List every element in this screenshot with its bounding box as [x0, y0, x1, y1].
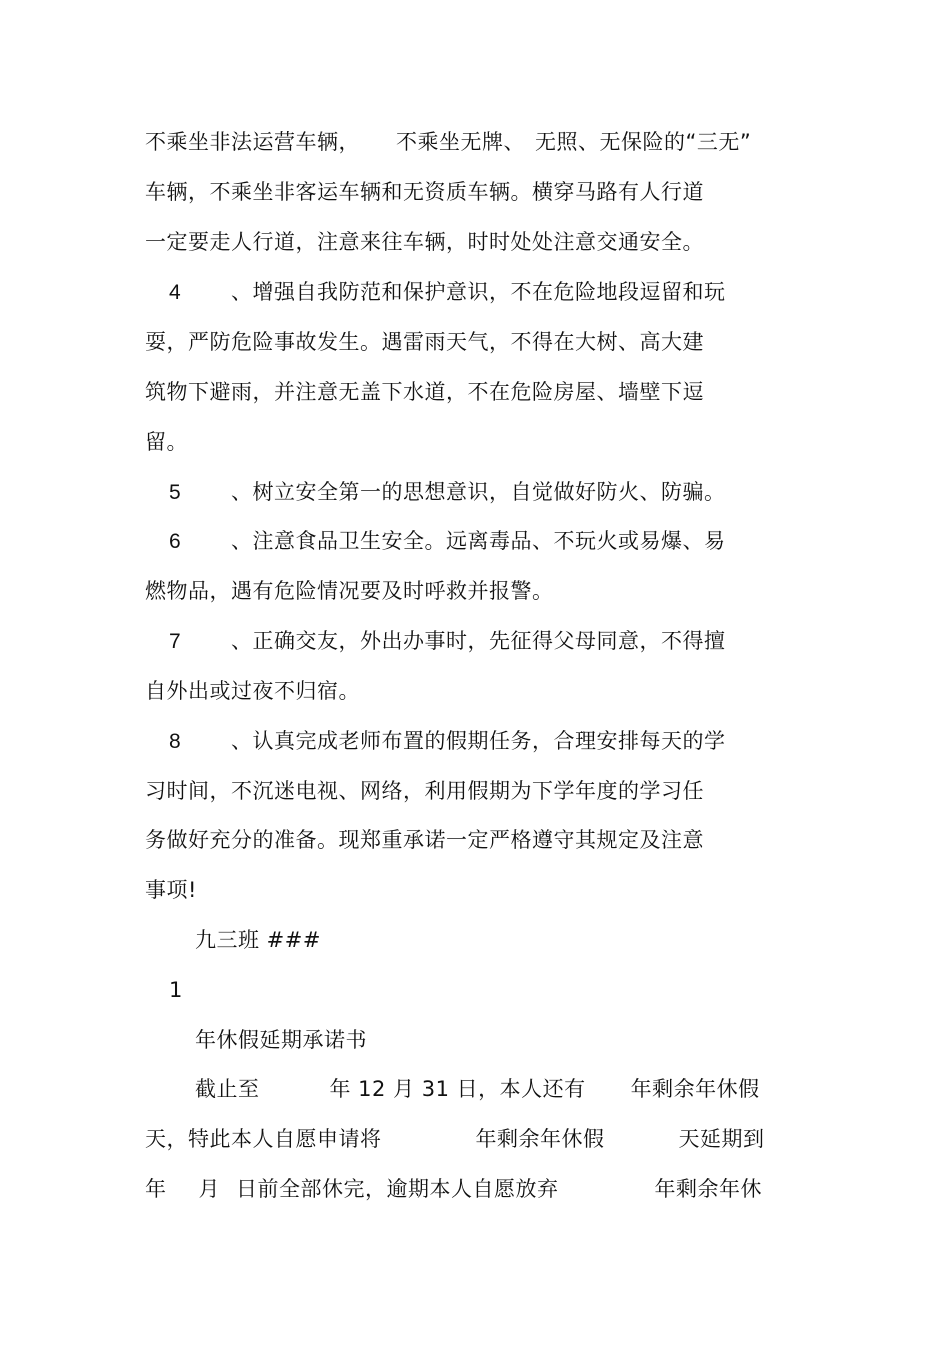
- list-item-5: 5 、树立安全第一的思想意识，自觉做好防火、防骗。: [169, 478, 726, 507]
- text-line: 事项!: [145, 878, 197, 902]
- text-line: 一定要走人行道，注意来往车辆，时时处处注意交通安全。: [145, 230, 704, 254]
- signature-line: 九三班 ###: [195, 928, 321, 952]
- text-line: 务做好充分的准备。现郑重承诺一定严格遵守其规定及注意: [145, 828, 704, 852]
- text-line: 耍，严防危险事故发生。遇雷雨天气，不得在大树、高大建: [145, 330, 704, 354]
- text-line: 留。: [145, 430, 188, 454]
- text-line: 不乘坐非法运营车辆， 不乘坐无牌、 无照、无保险的“三无”: [145, 130, 752, 154]
- page-number: 1: [169, 978, 183, 1002]
- item-number: 6: [169, 530, 182, 553]
- text-line: 燃物品，遇有危险情况要及时呼救并报警。: [145, 579, 554, 603]
- item-number: 5: [169, 481, 182, 504]
- item-number: 4: [169, 281, 182, 304]
- text-line: 习时间，不沉迷电视、网络，利用假期为下学年度的学习任: [145, 779, 704, 803]
- text-line: 截止至 年 12 月 31 日，本人还有 年剩余年休假: [195, 1077, 760, 1101]
- item-number: 7: [169, 630, 182, 653]
- text-line: 自外出或过夜不归宿。: [145, 679, 360, 703]
- section-title: 年休假延期承诺书: [195, 1028, 367, 1052]
- text-line: 天，特此本人自愿申请将 年剩余年休假 天延期到: [145, 1127, 765, 1151]
- list-item-8: 8 、认真完成老师布置的假期任务，合理安排每天的学: [169, 727, 726, 756]
- list-item-6: 6 、注意食品卫生安全。远离毒品、不玩火或易爆、易: [169, 527, 726, 556]
- list-item-4: 4 、增强自我防范和保护意识，不在危险地段逗留和玩: [169, 278, 726, 307]
- text-line: 年 月 日前全部休完，逾期本人自愿放弃 年剩余年休: [145, 1177, 762, 1201]
- item-number: 8: [169, 730, 182, 753]
- text-line: 筑物下避雨，并注意无盖下水道，不在危险房屋、墙壁下逗: [145, 380, 704, 404]
- list-item-7: 7 、正确交友，外出办事时，先征得父母同意，不得擅: [169, 627, 726, 656]
- text-line: 车辆，不乘坐非客运车辆和无资质车辆。横穿马路有人行道: [145, 180, 704, 204]
